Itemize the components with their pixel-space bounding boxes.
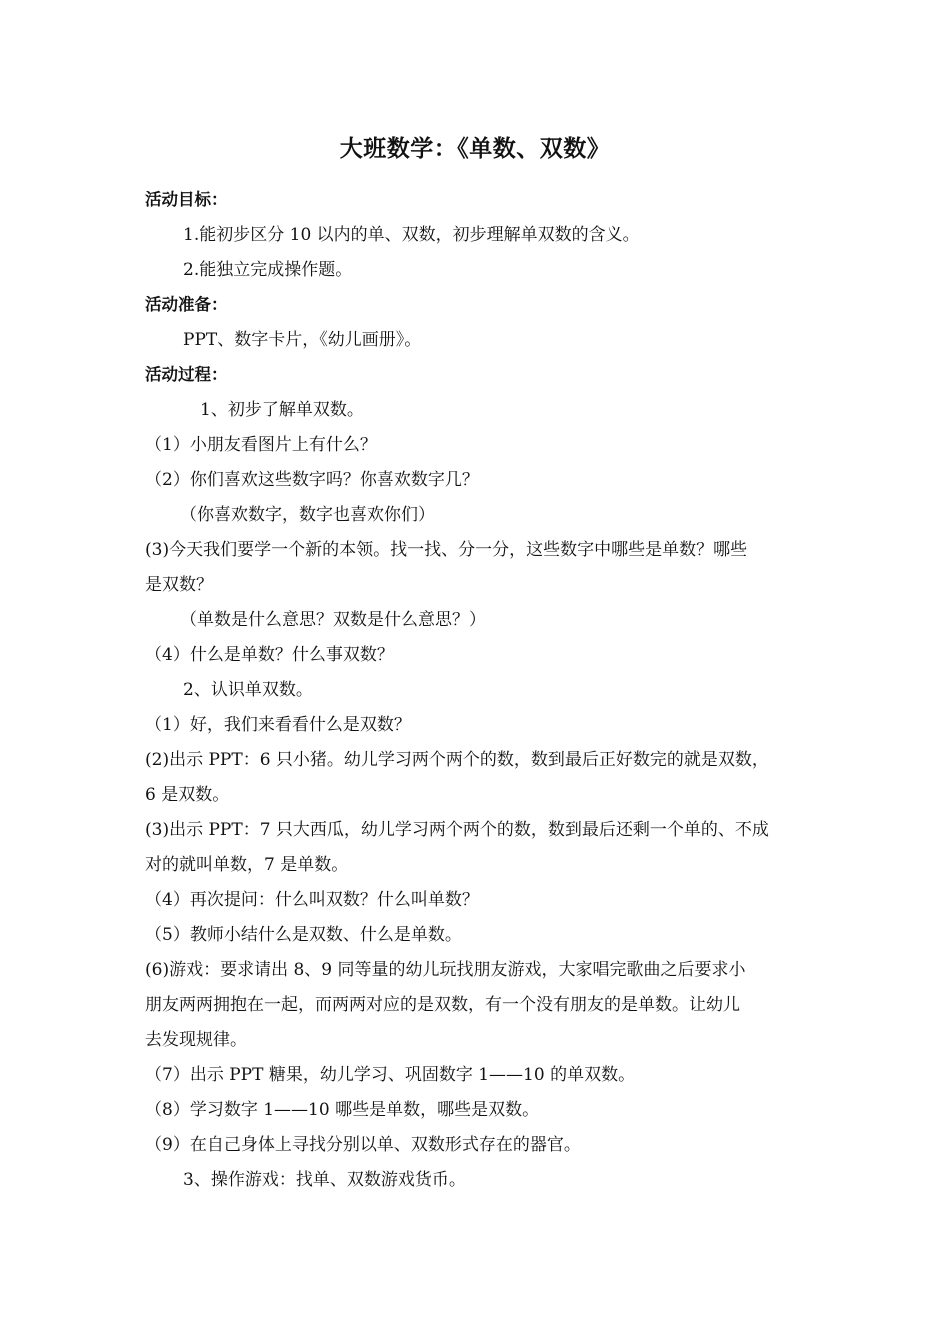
process-item-continued: 6 是双数。 [145, 785, 230, 805]
process-item: （2）你们喜欢这些数字吗？你喜欢数字几？ [145, 470, 479, 490]
process-item: （7）出示 PPT 糖果，幼儿学习、巩固数字 1——10 的单双数。 [145, 1065, 636, 1085]
prep-heading: 活动准备： [145, 295, 228, 314]
process-item: （5）教师小结什么是双数、什么是单数。 [145, 925, 462, 945]
process-item: （4）再次提问：什么叫双数？什么叫单数？ [145, 890, 479, 910]
process-item-continued: 朋友两两拥抱在一起，而两两对应的是双数，有一个没有朋友的是单数。让幼儿 [145, 995, 740, 1015]
process-item: (6)游戏：要求请出 8、9 同等量的幼儿玩找朋友游戏，大家唱完歌曲之后要求小 [145, 960, 746, 980]
goal-2: 2.能独立完成操作题。 [183, 260, 353, 280]
prep-1: PPT、数字卡片，《幼儿画册》。 [183, 330, 422, 350]
process-item: （8）学习数字 1——10 哪些是单数，哪些是双数。 [145, 1100, 540, 1120]
process-step-1: 1、初步了解单双数。 [200, 400, 364, 420]
process-step-3: 3、操作游戏：找单、双数游戏货币。 [183, 1170, 466, 1190]
process-item: （1）小朋友看图片上有什么？ [145, 435, 377, 455]
process-note: （单数是什么意思？双数是什么意思？） [180, 610, 486, 630]
goals-heading: 活动目标： [145, 190, 228, 209]
process-note: （你喜欢数字，数字也喜欢你们） [180, 505, 435, 525]
process-item-continued: 去发现规律。 [145, 1030, 247, 1050]
process-heading: 活动过程： [145, 365, 228, 384]
document-title: 大班数学：《单数、双数》 [339, 136, 611, 162]
process-item-continued: 对的就叫单数，7 是单数。 [145, 855, 349, 875]
process-item: （4）什么是单数？什么事双数？ [145, 645, 394, 665]
process-step-2: 2、认识单双数。 [183, 680, 313, 700]
process-item: （1）好，我们来看看什么是双数？ [145, 715, 411, 735]
process-item: (3)今天我们要学一个新的本领。找一找、分一分，这些数字中哪些是单数？哪些 [145, 540, 748, 560]
process-item: (3)出示 PPT：7 只大西瓜，幼儿学习两个两个的数，数到最后还剩一个单的、不成 [145, 820, 769, 840]
goal-1: 1.能初步区分 10 以内的单、双数，初步理解单双数的含义。 [183, 225, 640, 245]
process-item: (2)出示 PPT：6 只小猪。幼儿学习两个两个的数，数到最后正好数完的就是双数， [145, 750, 769, 770]
process-item: （9）在自己身体上寻找分别以单、双数形式存在的器官。 [145, 1135, 581, 1155]
process-item-continued: 是双数？ [145, 575, 213, 595]
